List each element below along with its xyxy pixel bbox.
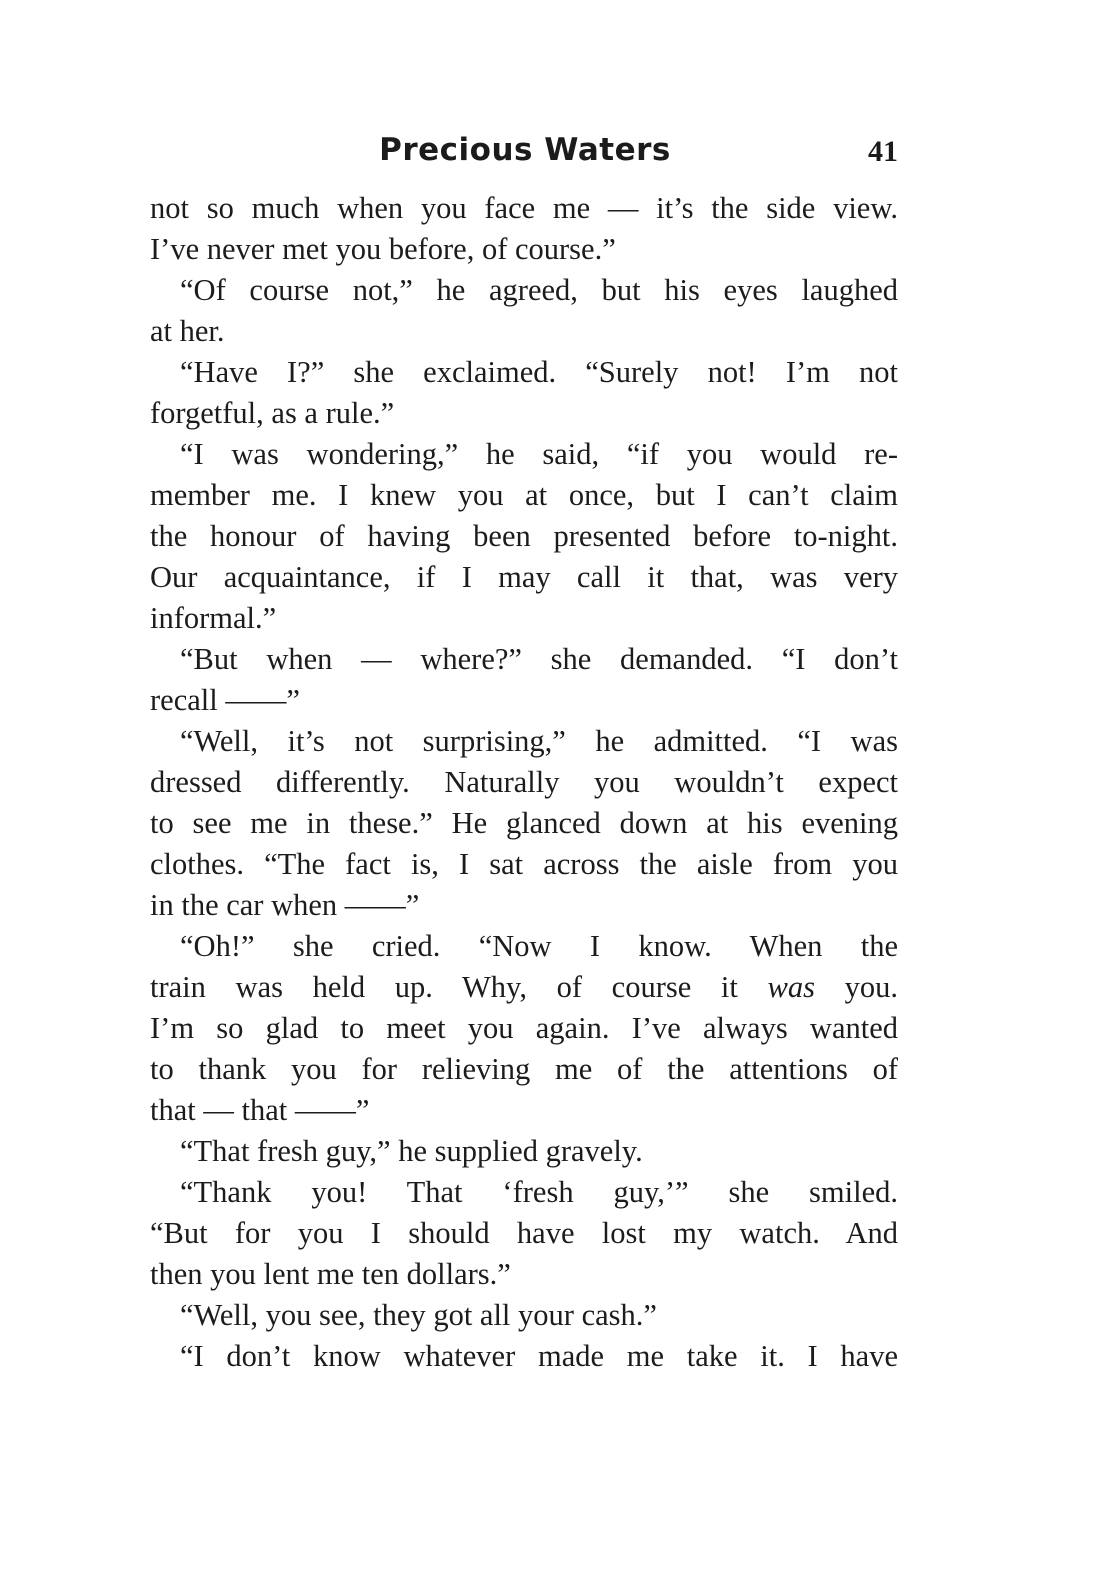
- text-line: then you lent me ten dollars.”: [150, 1257, 511, 1291]
- text-line: “I was wondering,” he said, “if you would re-: [180, 437, 898, 471]
- emphasized-word: was: [767, 970, 815, 1004]
- text-line: member me. I knew you at once, but I can’t claim: [150, 478, 898, 512]
- text-run: train was held up. Why, of course it: [150, 970, 768, 1004]
- text-line: dressed differently. Naturally you wouldn’t expect: [150, 765, 898, 799]
- text-line: forgetful, as a rule.”: [150, 396, 395, 430]
- body-text: [150, 188, 898, 1377]
- text-line: the honour of having been presented before to-night.: [150, 519, 898, 553]
- text-line: “Of course not,” he agreed, but his eyes laughed: [180, 273, 898, 307]
- text-line: “Well, it’s not surprising,” he admitted. “I was: [180, 724, 898, 758]
- page-number: 41: [868, 135, 898, 168]
- running-head: [150, 128, 900, 176]
- text-line: to see me in these.” He glanced down at his evening: [150, 806, 898, 840]
- text-line: informal.”: [150, 601, 277, 635]
- text-line: that — that ——”: [150, 1093, 370, 1127]
- text-line: “I don’t know whatever made me take it. I have: [180, 1339, 898, 1373]
- text-run: you.: [814, 970, 898, 1004]
- text-line: “Have I?” she exclaimed. “Surely not! I’m not: [180, 355, 898, 389]
- text-line: “Oh!” she cried. “Now I know. When the: [180, 929, 898, 963]
- text-line: “Well, you see, they got all your cash.”: [180, 1298, 657, 1332]
- text-line: in the car when ——”: [150, 888, 420, 922]
- text-line: “Thank you! That ‘fresh guy,’” she smiled.: [180, 1175, 898, 1209]
- text-line: at her.: [150, 314, 225, 348]
- text-line: “That fresh guy,” he supplied gravely.: [180, 1134, 643, 1168]
- text-line: to thank you for relieving me of the attentions of: [150, 1052, 898, 1086]
- text-line: “But when — where?” she demanded. “I don’t: [180, 642, 898, 676]
- text-line: I’m so glad to meet you again. I’ve always wanted: [150, 1011, 898, 1045]
- text-line: I’ve never met you before, of course.”: [150, 232, 616, 266]
- text-line: [150, 967, 898, 1008]
- running-title: Precious Waters: [379, 132, 671, 168]
- text-line: clothes. “The fact is, I sat across the aisle from you: [150, 847, 898, 881]
- text-line: “But for you I should have lost my watch. And: [150, 1216, 898, 1250]
- text-line: not so much when you face me — it’s the side view.: [150, 191, 898, 225]
- text-line: recall ——”: [150, 683, 300, 717]
- text-line: Our acquaintance, if I may call it that, was very: [150, 560, 898, 594]
